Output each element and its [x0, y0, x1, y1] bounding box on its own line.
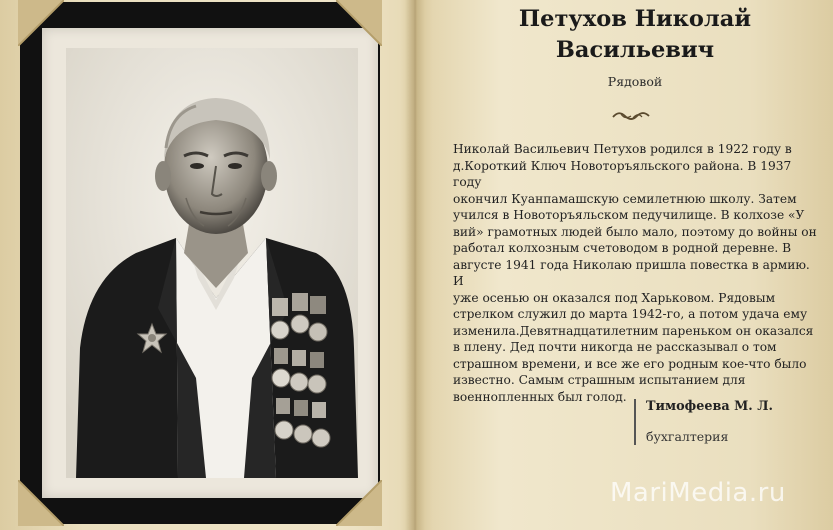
person-rank: Рядовой: [607, 74, 663, 89]
site-watermark: MariMedia.ru: [610, 478, 786, 508]
author-name: Тимофеева М. Л.: [646, 399, 773, 414]
photo-corner-icon: [18, 480, 64, 526]
photo-corner-icon: [336, 480, 382, 526]
portrait-photo-frame: [20, 2, 380, 524]
photo-corner-icon: [336, 0, 382, 46]
biography-text: Николай Васильевич Петухов родился в 1922 году в д.Короткий Ключ Новоторъяльского района. В 1937 году окончил Куанпамашскую семилетнюю школу. Затем учился в Новоторъяльском педучилище. В колхозе «У вий» грамотных людей было мало, поэтому до войны он работал колхозным счетоводом в родной деревне. В августе 1941 года Николаю пришла повестка в армию. И уже осенью он оказался под Харьковом. Рядовым стрелком служил до марта 1942-го, а потом удача ему изменила.Девятнадцатилетним пареньком он оказался в плену. Дед почти никогда не рассказывал о том страшном времени, и все же его родным кое-что было известно. Самым страшным испытанием для военнопленных был голод.: [453, 142, 817, 404]
portrait-photo: [66, 48, 358, 478]
author-divider: [634, 399, 636, 445]
flourish-ornament-icon: [611, 108, 651, 128]
photo-border: [42, 28, 378, 498]
book-spine: [405, 0, 425, 530]
photo-corner-icon: [18, 0, 64, 46]
person-name: Петухов Николай Васильевич: [518, 6, 752, 63]
author-department: бухгалтерия: [646, 429, 729, 444]
